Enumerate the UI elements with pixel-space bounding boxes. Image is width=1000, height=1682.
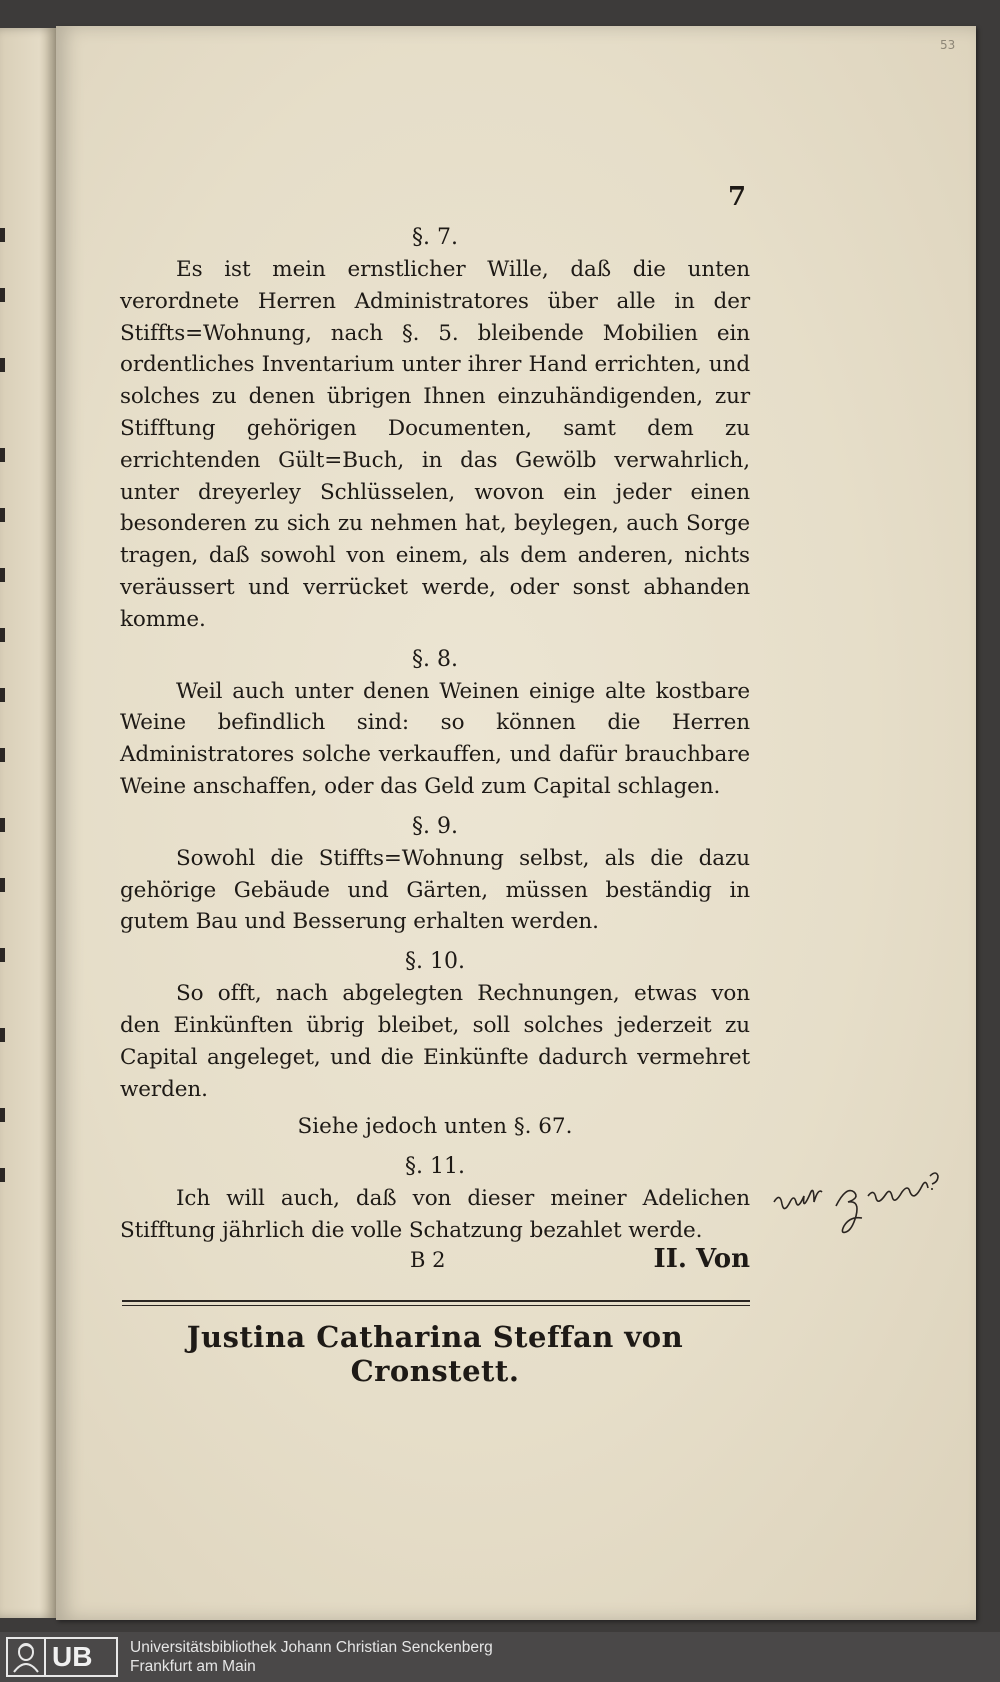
double-rule [122,1300,750,1309]
section-paragraph: Es ist mein ernstlicher Wille, daß die unten verordnete Herren Administratores über alle in der Stiffts=Wohnung, nach §. 5. bleibende Mobilien ein ordentliches Inventarium unter ihrer Hand errichten, und solches zu denen übrigen Ihnen einzuhändigenden, zur Stifftung gehörigen Documenten, samt dem zu errichtenden Gült=Buch, in das Gewölb verwahrlich, unter dreyerley Schlüsselen, wovon ein jeder einen besonderen zu sich zu nehmen hat, beylegen, auch Sorge tragen, daß sowohl von einem, als dem anderen, nichts veräussert und verrücket werde, oder sonst abhanden komme. [120,257,750,632]
logo-text: UB [44,1639,92,1675]
section-heading: §. 9. [412,813,458,839]
catchword: II. Von [653,1244,750,1274]
portrait-icon [8,1639,44,1675]
section-heading: §. 10. [405,949,465,975]
library-logo [6,1637,118,1677]
handwritten-margin-note [770,1166,960,1246]
section-heading: §. 8. [412,646,458,672]
facing-page-text-fragments [0,28,10,1618]
library-footer-bar [0,1632,1000,1682]
facing-page-edge [0,28,56,1618]
section-paragraph: Sowohl die Stiffts=Wohnung selbst, als die dazu gehörige Gebäude und Gärten, müssen beständig in gutem Bau und Besserung erhalten werden. [120,845,750,935]
rule-line [122,1300,750,1302]
section-paragraph: Weil auch unter denen Weinen einige alte kostbare Weine befindlich sind: so können die Herren Administratores solche verkauffen, und dafür brauchbare Weine anschaffen, oder das Geld zum Capital schlagen. [120,678,750,799]
section-paragraph: So offt, nach abgelegten Rechnungen, etwas von den Einkünften übrig bleibet, soll solches jederzeit zu Capital angeleget, und die Einkünfte dadurch vermehret werden. [120,981,750,1102]
institution-line-2: Frankfurt am Main [130,1658,256,1675]
institution-line-1: Universitätsbibliothek Johann Christian Senckenberg [130,1639,493,1656]
section-heading: §. 11. [405,1154,465,1180]
page-number: 7 [728,182,747,212]
pencil-folio-number: 53 [940,38,956,52]
section-paragraph: Ich will auch, daß von dieser meiner Adelichen Stifftung jährlich die volle Schatzung bezahlet werde. [120,1186,750,1244]
page-footer-marks [120,1244,750,1284]
rule-line [122,1305,750,1306]
signature-mark: B 2 [410,1248,446,1272]
cross-reference-note: Siehe jedoch unten §. 67. [297,1114,573,1140]
section-heading: §. 7. [412,225,458,250]
body-text [120,222,750,1247]
institution-name [130,1638,493,1676]
author-signature-line: Justina Catharina Steffan von Cronstett. [186,1320,684,1388]
